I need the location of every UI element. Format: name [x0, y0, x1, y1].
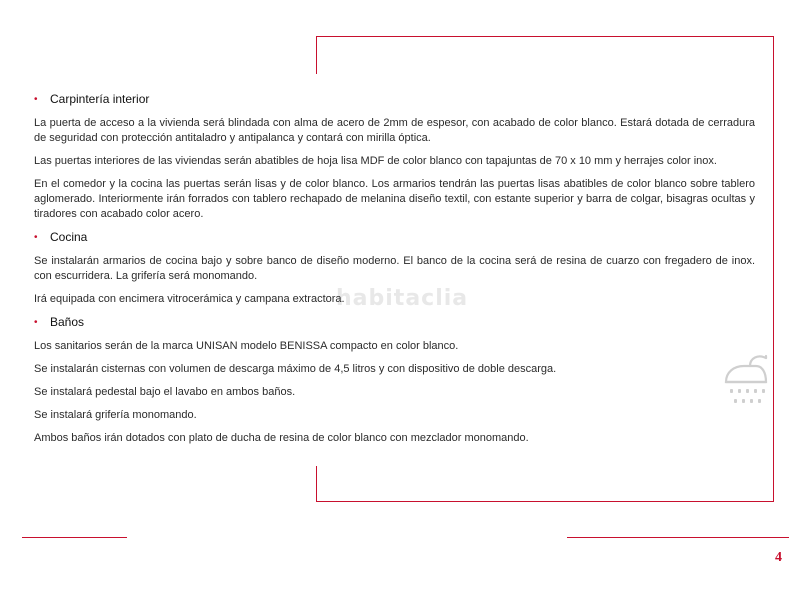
- footer-rule-right: [567, 537, 789, 538]
- bullet-icon: •: [34, 94, 38, 105]
- section-title: Baños: [50, 315, 85, 329]
- section-heading: [34, 315, 755, 330]
- section-banos: [34, 315, 755, 446]
- bullet-icon: •: [34, 317, 38, 328]
- paragraph: Se instalará pedestal bajo el lavabo en ambos baños.: [34, 386, 296, 398]
- section-title: Cocina: [50, 230, 88, 244]
- section-title: Carpintería interior: [50, 92, 150, 106]
- section-heading: [34, 92, 755, 107]
- paragraph: Irá equipada con encimera vitrocerámica y campana extractora.: [34, 293, 345, 305]
- footer-rule-left: [22, 537, 127, 538]
- specifications-content: [34, 92, 755, 454]
- frame-left-top-border: [316, 36, 317, 74]
- frame-left-bottom-border: [316, 466, 317, 502]
- paragraph: Ambos baños irán dotados con plato de ducha de resina de color blanco con mezclador monomando.: [34, 432, 529, 444]
- frame-bottom-border: [316, 501, 774, 502]
- paragraph: Se instalarán armarios de cocina bajo y sobre banco de diseño moderno. El banco de la cocina será de resina de cuarzo con fregadero de inox. con escurridera. La grifería será monomando.: [34, 255, 755, 282]
- paragraph: Se instalará grifería monomando.: [34, 409, 197, 421]
- paragraph: Las puertas interiores de las viviendas serán abatibles de hoja lisa MDF de color blanco con tapajuntas de 70 x 10 mm y herrajes color inox.: [34, 155, 717, 167]
- frame-right-border: [773, 36, 774, 502]
- paragraph: Se instalarán cisternas con volumen de descarga máximo de 4,5 litros y con dispositivo de doble descarga.: [34, 363, 557, 375]
- frame-top-border: [316, 36, 774, 37]
- section-heading: [34, 230, 755, 245]
- section-carpinteria: [34, 92, 755, 222]
- page-number: 4: [775, 550, 782, 565]
- paragraph: En el comedor y la cocina las puertas serán lisas y de color blanco. Los armarios tendrán las puertas lisas abatibles de color blanco sobre tablero aglomerado. Interiormente irán forrados con tablero rechapado de melanina diseño textil, con estante superior y barra de colgar, bisagras ocultas y tiradores con acabado color acero.: [34, 178, 755, 220]
- bullet-icon: •: [34, 232, 38, 243]
- section-cocina: [34, 230, 755, 307]
- paragraph: La puerta de acceso a la vivienda será blindada con alma de acero de 2mm de espesor, con acabado de color blanco. Estará dotada de cerradura de seguridad con protección antitaladro y antipalanca y contará con mirilla óptica.: [34, 117, 755, 144]
- watermark: habitaclia: [336, 286, 469, 311]
- paragraph: Los sanitarios serán de la marca UNISAN modelo BENISSA compacto en color blanco.: [34, 340, 459, 352]
